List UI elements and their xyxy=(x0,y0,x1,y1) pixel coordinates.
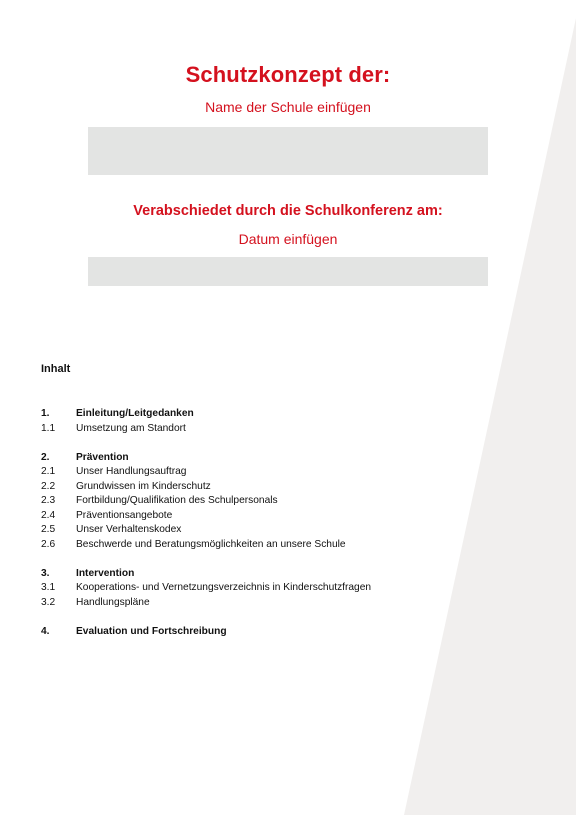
toc-entry-title: Präventionsangebote xyxy=(76,509,173,521)
toc-section-heading[interactable] xyxy=(41,567,521,582)
school-name-placeholder: Name der Schule einfügen xyxy=(205,99,371,115)
toc-entry-number: 2.1 xyxy=(41,466,56,477)
document-title: Schutzkonzept der: xyxy=(185,62,391,87)
toc-entry-number: 2.2 xyxy=(41,480,56,492)
toc-entry-number: 2.4 xyxy=(41,509,56,521)
toc-section-number: 2. xyxy=(41,451,50,463)
toc-entry[interactable] xyxy=(41,581,521,596)
toc-entry[interactable] xyxy=(41,494,521,509)
toc-section-heading[interactable] xyxy=(41,451,521,466)
toc-section-title: Einleitung/Leitgedanken xyxy=(76,408,194,419)
toc-entry-number: 2.3 xyxy=(41,495,56,506)
toc-entry-number: 1.1 xyxy=(41,422,56,434)
table-of-contents xyxy=(41,407,521,654)
toc-entry-number: 3.1 xyxy=(41,582,56,593)
toc-section-number: 3. xyxy=(41,567,50,579)
toc-entry-number: 2.6 xyxy=(41,538,56,550)
toc-entry-title: Beschwerde und Beratungsmöglichkeiten an unsere Schule xyxy=(76,538,346,550)
date-field[interactable] xyxy=(88,257,488,286)
toc-section xyxy=(41,567,521,611)
toc-section xyxy=(41,451,521,553)
toc-entry[interactable] xyxy=(41,523,521,538)
toc-section-heading[interactable] xyxy=(41,625,521,640)
toc-entry-title: Unser Handlungsauftrag xyxy=(76,466,187,477)
toc-section-number: 1. xyxy=(41,408,50,419)
toc-section-number: 4. xyxy=(41,625,50,637)
toc-entry[interactable] xyxy=(41,422,521,437)
toc-entry-title: Umsetzung am Standort xyxy=(76,422,186,434)
toc-entry-number: 2.5 xyxy=(41,524,56,535)
toc-entry-title: Kooperations- und Vernetzungsverzeichnis in Kinderschutzfragen xyxy=(76,582,372,593)
toc-entry[interactable] xyxy=(41,480,521,495)
toc-entry[interactable] xyxy=(41,596,521,611)
toc-entry-title: Fortbildung/Qualifikation des Schulpersonals xyxy=(76,495,278,506)
toc-section-title: Prävention xyxy=(76,451,129,463)
toc-section-heading[interactable] xyxy=(41,407,521,422)
toc-entry[interactable] xyxy=(41,538,521,553)
toc-section-title: Evaluation und Fortschreibung xyxy=(76,625,227,637)
toc-entry-title: Grundwissen im Kinderschutz xyxy=(76,480,211,492)
toc-entry-title: Unser Verhaltenskodex xyxy=(76,524,182,535)
toc-entry-title: Handlungspläne xyxy=(76,596,150,608)
toc-entry[interactable] xyxy=(41,465,521,480)
toc-heading: Inhalt xyxy=(41,363,71,375)
school-name-field[interactable] xyxy=(88,127,488,175)
toc-section xyxy=(41,625,521,640)
toc-entry[interactable] xyxy=(41,509,521,524)
date-placeholder: Datum einfügen xyxy=(238,231,338,247)
toc-section xyxy=(41,407,521,436)
toc-entry-number: 3.2 xyxy=(41,596,56,608)
adopted-by-school-conference-label: Verabschiedet durch die Schulkonferenz am: xyxy=(133,203,443,219)
toc-section-title: Intervention xyxy=(76,567,135,579)
